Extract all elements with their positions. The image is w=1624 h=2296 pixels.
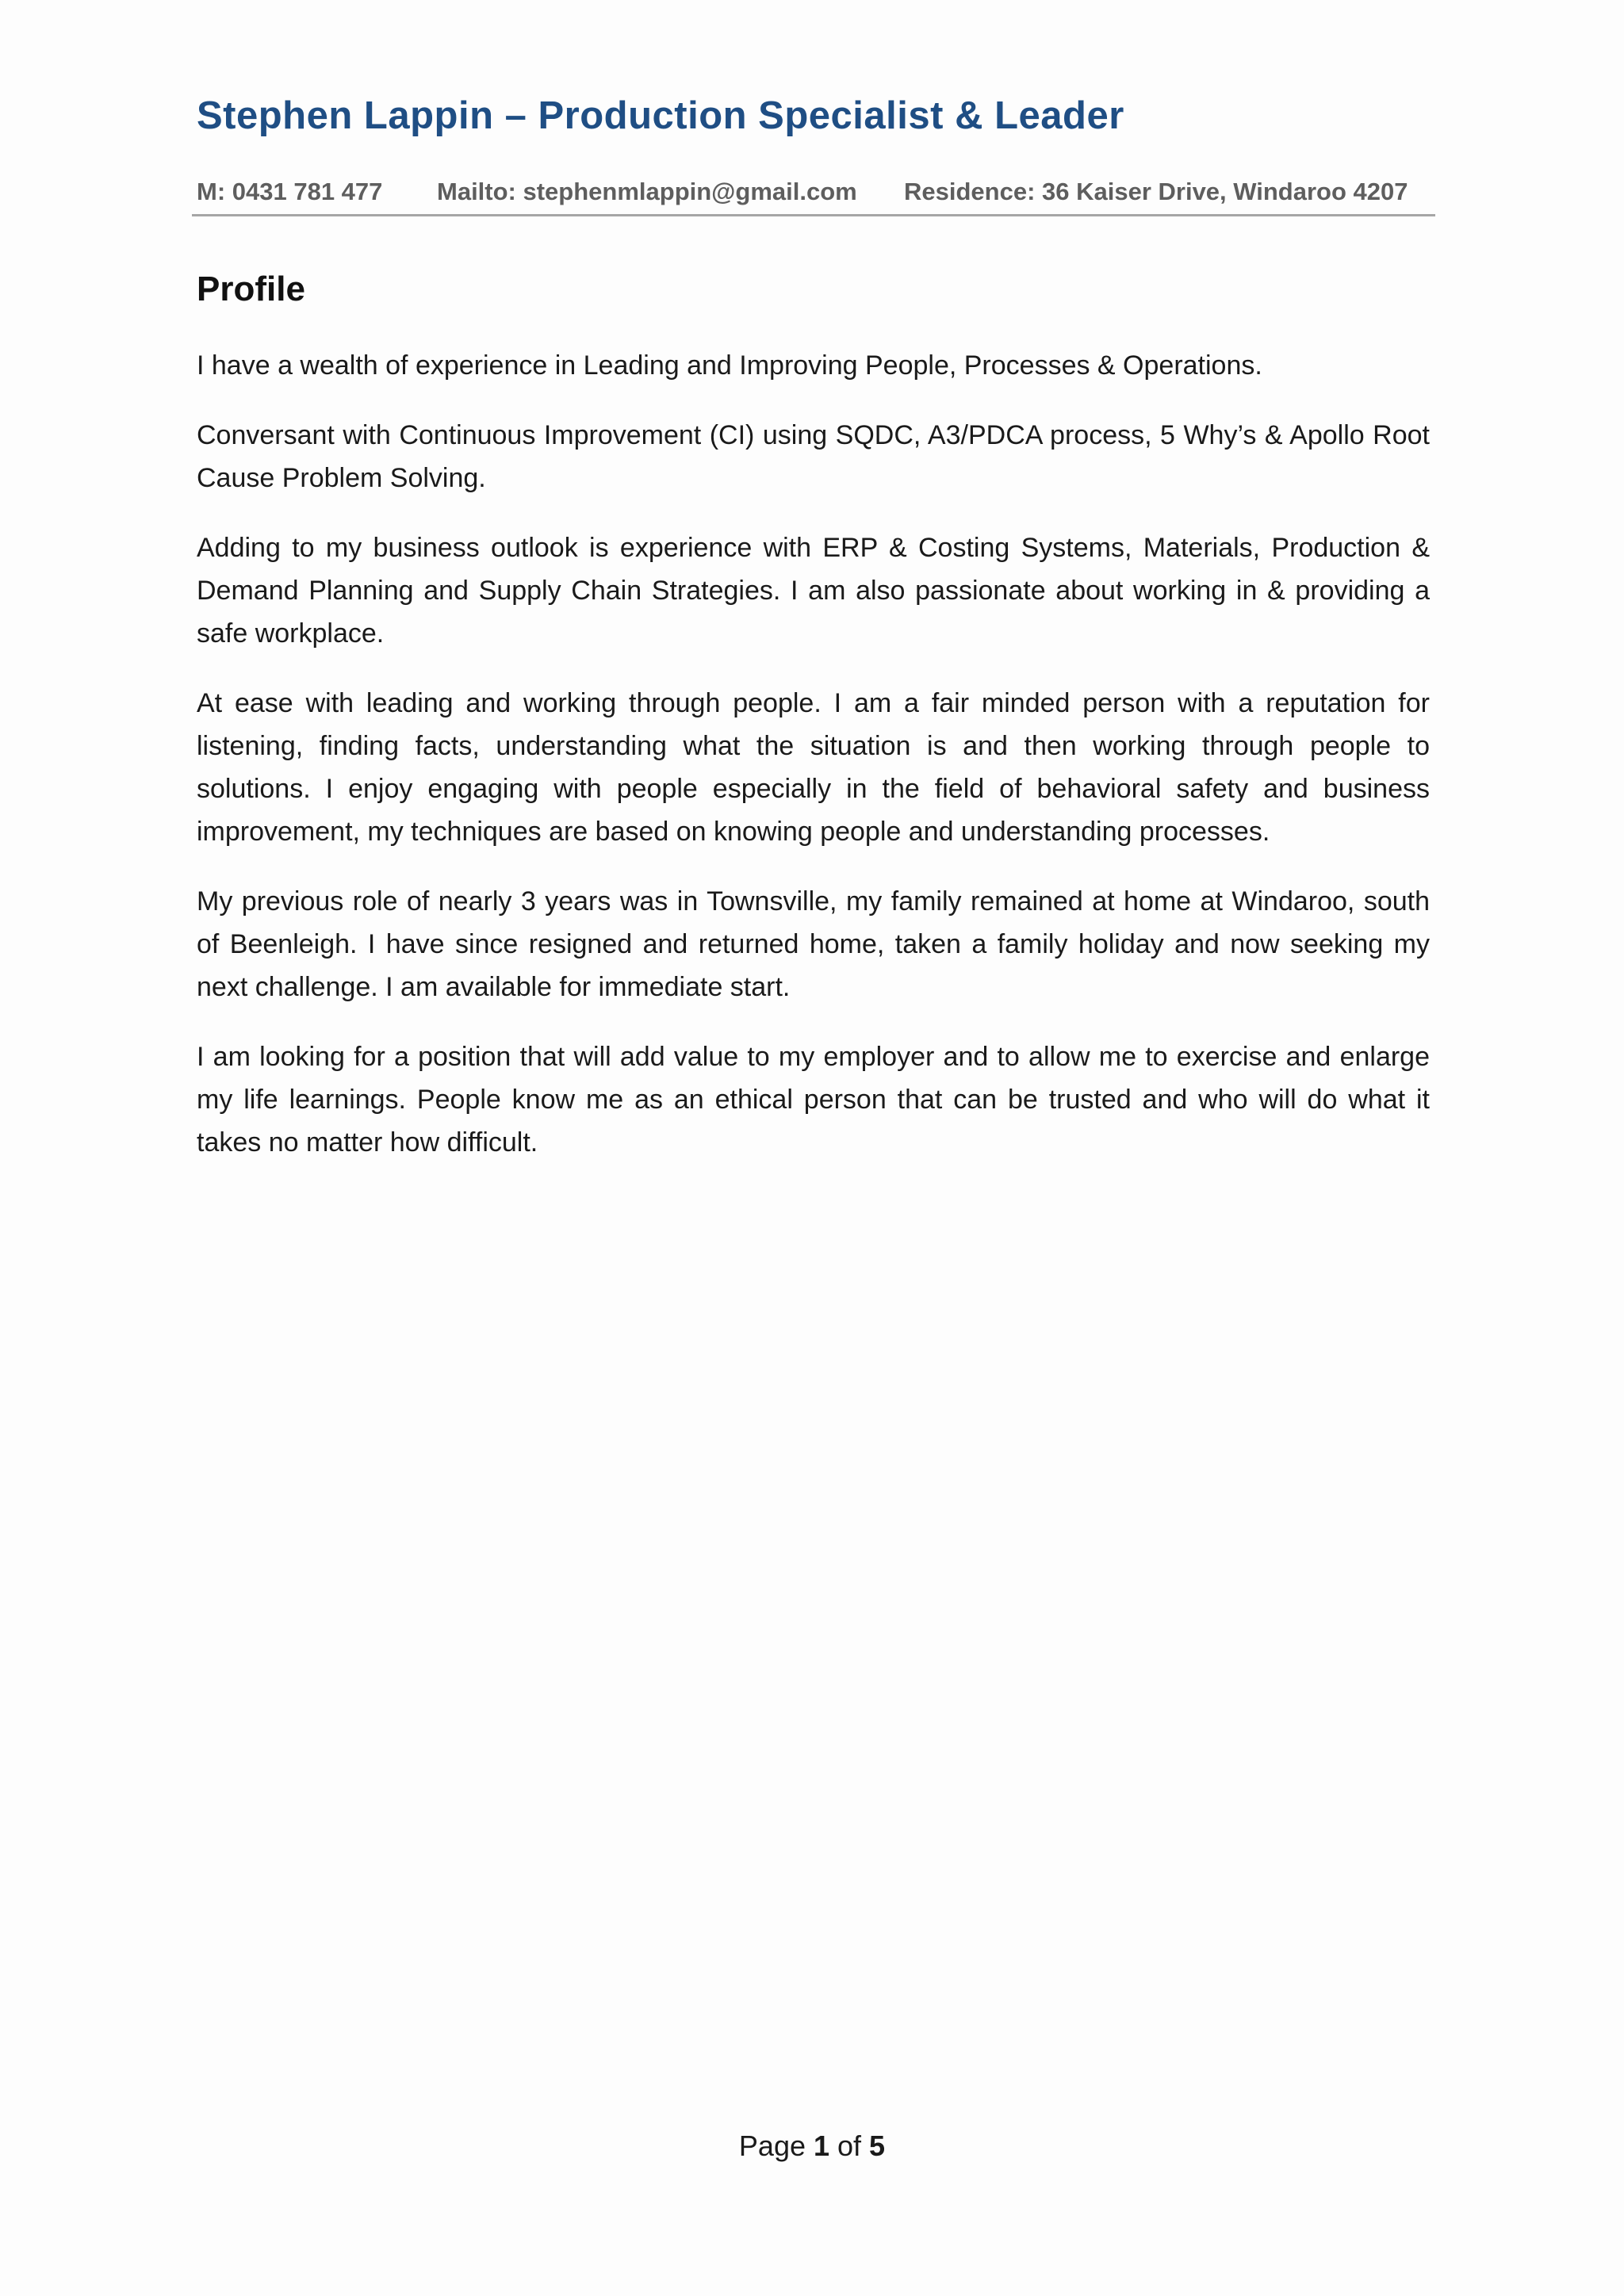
profile-paragraph: I have a wealth of experience in Leading and Improving People, Processes & Operations. bbox=[197, 350, 1262, 381]
profile-paragraph: My previous role of nearly 3 years was in Townsville, my family remained at home at Windaroo, south of Beenleigh. I have since resigned and returned home, taken a family holiday and now seeking my next challenge. I am available for immediate start. bbox=[197, 886, 1430, 1002]
profile-body bbox=[197, 344, 1430, 1191]
total-pages-number: 5 bbox=[869, 2130, 886, 2162]
profile-paragraph: I am looking for a position that will add value to my employer and to allow me to exercise and enlarge my life learnings. People know me as an ethical person that can be trusted and who will do what it takes no matter how difficult. bbox=[197, 1042, 1430, 1158]
current-page-number: 1 bbox=[813, 2130, 830, 2162]
profile-paragraph: At ease with leading and working through people. I am a fair minded person with a reputation for listening, finding facts, understanding what the situation is and then working through people to solutions. I enjoy engaging with people especially in the field of behavioral safety and business improvement, my techniques are based on knowing people and understanding processes. bbox=[197, 688, 1430, 847]
profile-paragraph: Conversant with Continuous Improvement (CI) using SQDC, A3/PDCA process, 5 Why’s & Apollo Root Cause Problem Solving. bbox=[197, 420, 1430, 493]
profile-heading: Profile bbox=[197, 270, 305, 308]
header-divider bbox=[192, 214, 1435, 216]
contact-email: Mailto: stephenmlappin@gmail.com bbox=[437, 178, 857, 205]
page-of-label: of bbox=[829, 2130, 870, 2162]
page-title: Stephen Lappin – Production Specialist & Leader bbox=[197, 94, 1124, 137]
profile-paragraph: Adding to my business outlook is experience with ERP & Costing Systems, Materials, Production & Demand Planning and Supply Chain Strategies. I am also passionate about working in & providing a safe workplace. bbox=[197, 533, 1430, 649]
page-footer bbox=[0, 2130, 1624, 2163]
page-label: Page bbox=[738, 2130, 814, 2162]
contact-residence: Residence: 36 Kaiser Drive, Windaroo 4207 bbox=[904, 178, 1408, 205]
contact-phone: M: 0431 781 477 bbox=[197, 178, 383, 205]
